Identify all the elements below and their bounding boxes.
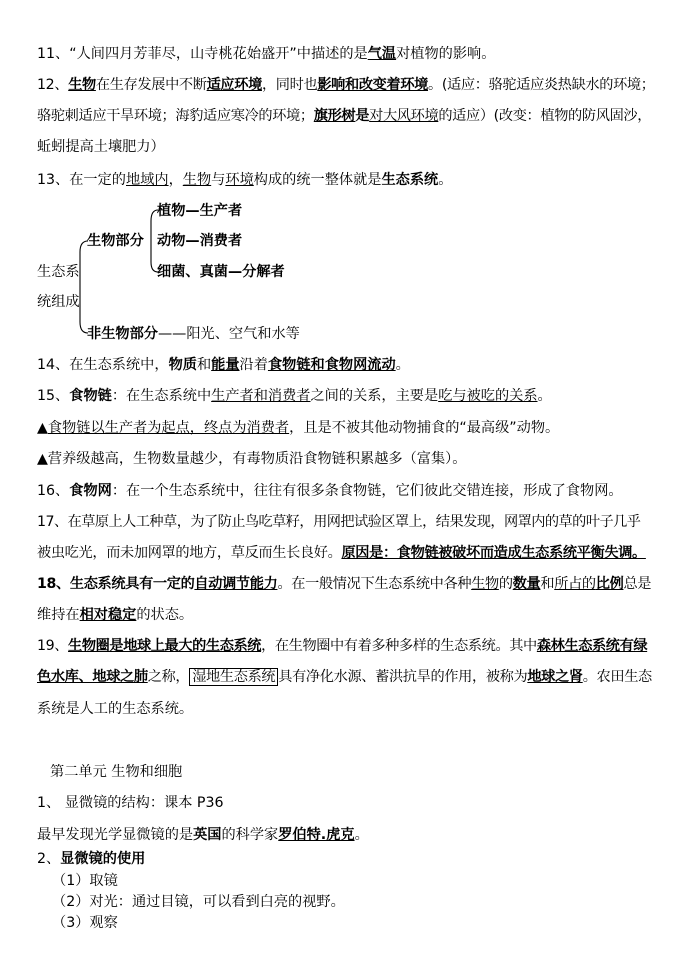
key-term: 生态系统 [381,172,439,188]
text: ：在生态系统中 [111,388,212,404]
text: 14、在生态系统中， [37,357,169,373]
item-19-line-3: 系统是人工的生态系统。 [37,701,194,717]
text: 之间的关系，主要是 [310,388,439,404]
text: 总是 [623,576,652,592]
key-term: 影响和改变着环境 [317,77,429,93]
unit-2-item-1: 1、 显微镜的结构：课本 P36 [37,795,224,811]
diagram-nonbio-part [87,324,300,344]
key-term: 物质 [168,357,197,373]
diagram-brackets [0,0,688,360]
diagram-root-line-1: 生态系 [37,264,80,280]
item-19-line-2 [37,667,652,687]
text: 的 [498,576,513,592]
text: 。 [354,827,369,843]
text: 具有净化水源、蓄洪抗旱的作用，被称为 [278,669,528,685]
diagram-bio-part: 生物部分 [87,233,144,249]
text: 和 [540,576,555,592]
unit-2-item-1-note [37,825,369,845]
text: 。在一般情况下生态系统中各种 [277,576,472,592]
text: 16、 [37,483,70,499]
underlined-term: 环境 [225,172,254,188]
underlined-term: 生产者和消费者 [211,388,311,404]
key-term: 食物网 [69,483,112,499]
text: ，同时也 [261,77,318,93]
text: 维持在 [37,607,80,623]
text: 。 [395,357,410,373]
key-term: 食物链和食物网流动 [267,357,396,373]
text: 19、 [37,638,69,654]
text: 。农田生态 [582,669,652,685]
unit-2-step-2: （2）对光：通过目镜，可以看到白亮的视野。 [52,894,345,910]
key-term: 能量 [211,357,240,373]
text: 最早发现光学显微镜的是 [37,827,194,843]
key-term: 罗伯特.虎克 [278,827,355,843]
text: 和 [196,357,212,373]
unit-2-step-1: （1）取镜 [52,873,118,889]
text: 2、 [37,851,61,867]
text: 13、在一定的 [37,172,126,188]
item-11-text: 11、“人间四月芳菲尽，山寺桃花始盛开”中描述的是 [37,46,368,62]
text: 的状态。 [136,607,194,623]
key-term: 生物圈是地球上最大的生态系统 [68,638,262,654]
text: ：在一个生态系统中，往往有很多条食物链，它们彼此交错连接，形成了食物网。 [111,483,623,499]
diagram-producers: 植物—生产者 [157,203,243,219]
boxed-term: 湿地生态系统 [189,668,278,686]
key-term: 比例 [595,576,624,592]
root-bracket [80,241,88,333]
key-term: 森林生态系统有绿 [536,638,648,654]
key-term: 适应环境 [206,77,262,93]
text: 12、 [37,77,69,93]
note-trophic-level: ▲营养级越高，生物数量越少，有毒物质沿食物链积累越多（富集）。 [37,451,467,467]
diagram-consumers: 动物—消费者 [157,233,243,249]
underlined-term: 生物 [471,576,499,592]
item-11-key: 气温 [367,46,397,62]
underlined-term: 对大风环境 [369,108,439,124]
key-term: 相对稳定 [79,607,137,623]
item-12-line-3: 蚯蚓提高土壤肥力） [37,139,165,155]
item-11-end: 对植物的影响。 [396,46,496,62]
key-term: 色水库、地球之肺 [37,669,148,685]
text: 在生存发展中不断 [95,77,207,93]
item-16 [37,481,623,501]
text: 的适应）(改变：植物的防风固沙， [438,108,652,124]
item-18-line-1 [37,574,651,594]
text: 。(适应：骆驼适应炎热缺水的环境； [428,77,655,93]
text: ， [168,172,183,188]
text: 与 [211,172,226,188]
item-15 [37,386,552,406]
item-17-line-1: 17、在草原上人工种草，为了防止鸟吃草籽，用网把试验区罩上，结果发现，网罩内的草的叶子几乎 [37,514,641,530]
unit-2-step-3: （3）观察 [52,915,118,931]
text: 被虫吃光，而未加网罩的地方，草反而生长良好。 [37,545,342,561]
item-19-line-1 [37,636,647,656]
underlined-term: 所占的 [554,576,596,592]
nonbio-detail: ——阳光、空气和水等 [157,326,300,342]
key-term: 18、生态系统具有一定的 [37,576,195,592]
key-term: 地球之肾 [527,669,583,685]
diagram-decomposers: 细菌、真菌—分解者 [157,264,285,280]
item-18-line-2 [37,605,193,625]
text: 15、 [37,388,70,404]
unit-2-item-2 [37,849,145,869]
triangle-icon: ▲ [37,420,48,436]
key-term: 显微镜的使用 [60,851,146,867]
key-term: 英国 [193,827,222,843]
key-term: 生物 [68,77,96,93]
key-term: 旗形树 [313,108,356,124]
nonbio-label: 非生物部分 [87,326,158,342]
item-17-line-2 [37,543,646,563]
text: 骆驼刺适应干旱环境；海豹适应寒冷的环境； [37,108,314,124]
key-term: 食物链 [69,388,112,404]
unit-2-title: 第二单元 生物和细胞 [50,764,183,780]
underlined-term: 食物链以生产者为起点，终点为消费者 [47,420,290,436]
text: 。 [438,172,453,188]
text: ，在生物圈中有着多种多样的生态系统。其中 [261,638,537,654]
note-food-chain [37,418,559,438]
text: 的科学家 [221,827,279,843]
text: 沿着 [239,357,268,373]
underlined-term: 生物 [182,172,212,188]
text: 之称， [147,669,190,685]
diagram-root-line-2: 统组成 [37,294,80,310]
key-term: 数量 [512,576,541,592]
underlined-term: 地域内 [126,172,169,188]
text: 。 [537,388,552,404]
item-14 [37,355,410,375]
key-term: 原因是：食物链被破坏而造成生态系统平衡失调。 [341,545,646,561]
underlined-term: 吃与被吃的关系 [438,388,538,404]
text: ，且是不被其他动物捕食的“最高级”动物。 [289,420,560,436]
key-term: 自动调节能力 [194,576,278,592]
text: 构成的统一整体就是 [253,172,382,188]
key-term: 是 [355,108,370,124]
